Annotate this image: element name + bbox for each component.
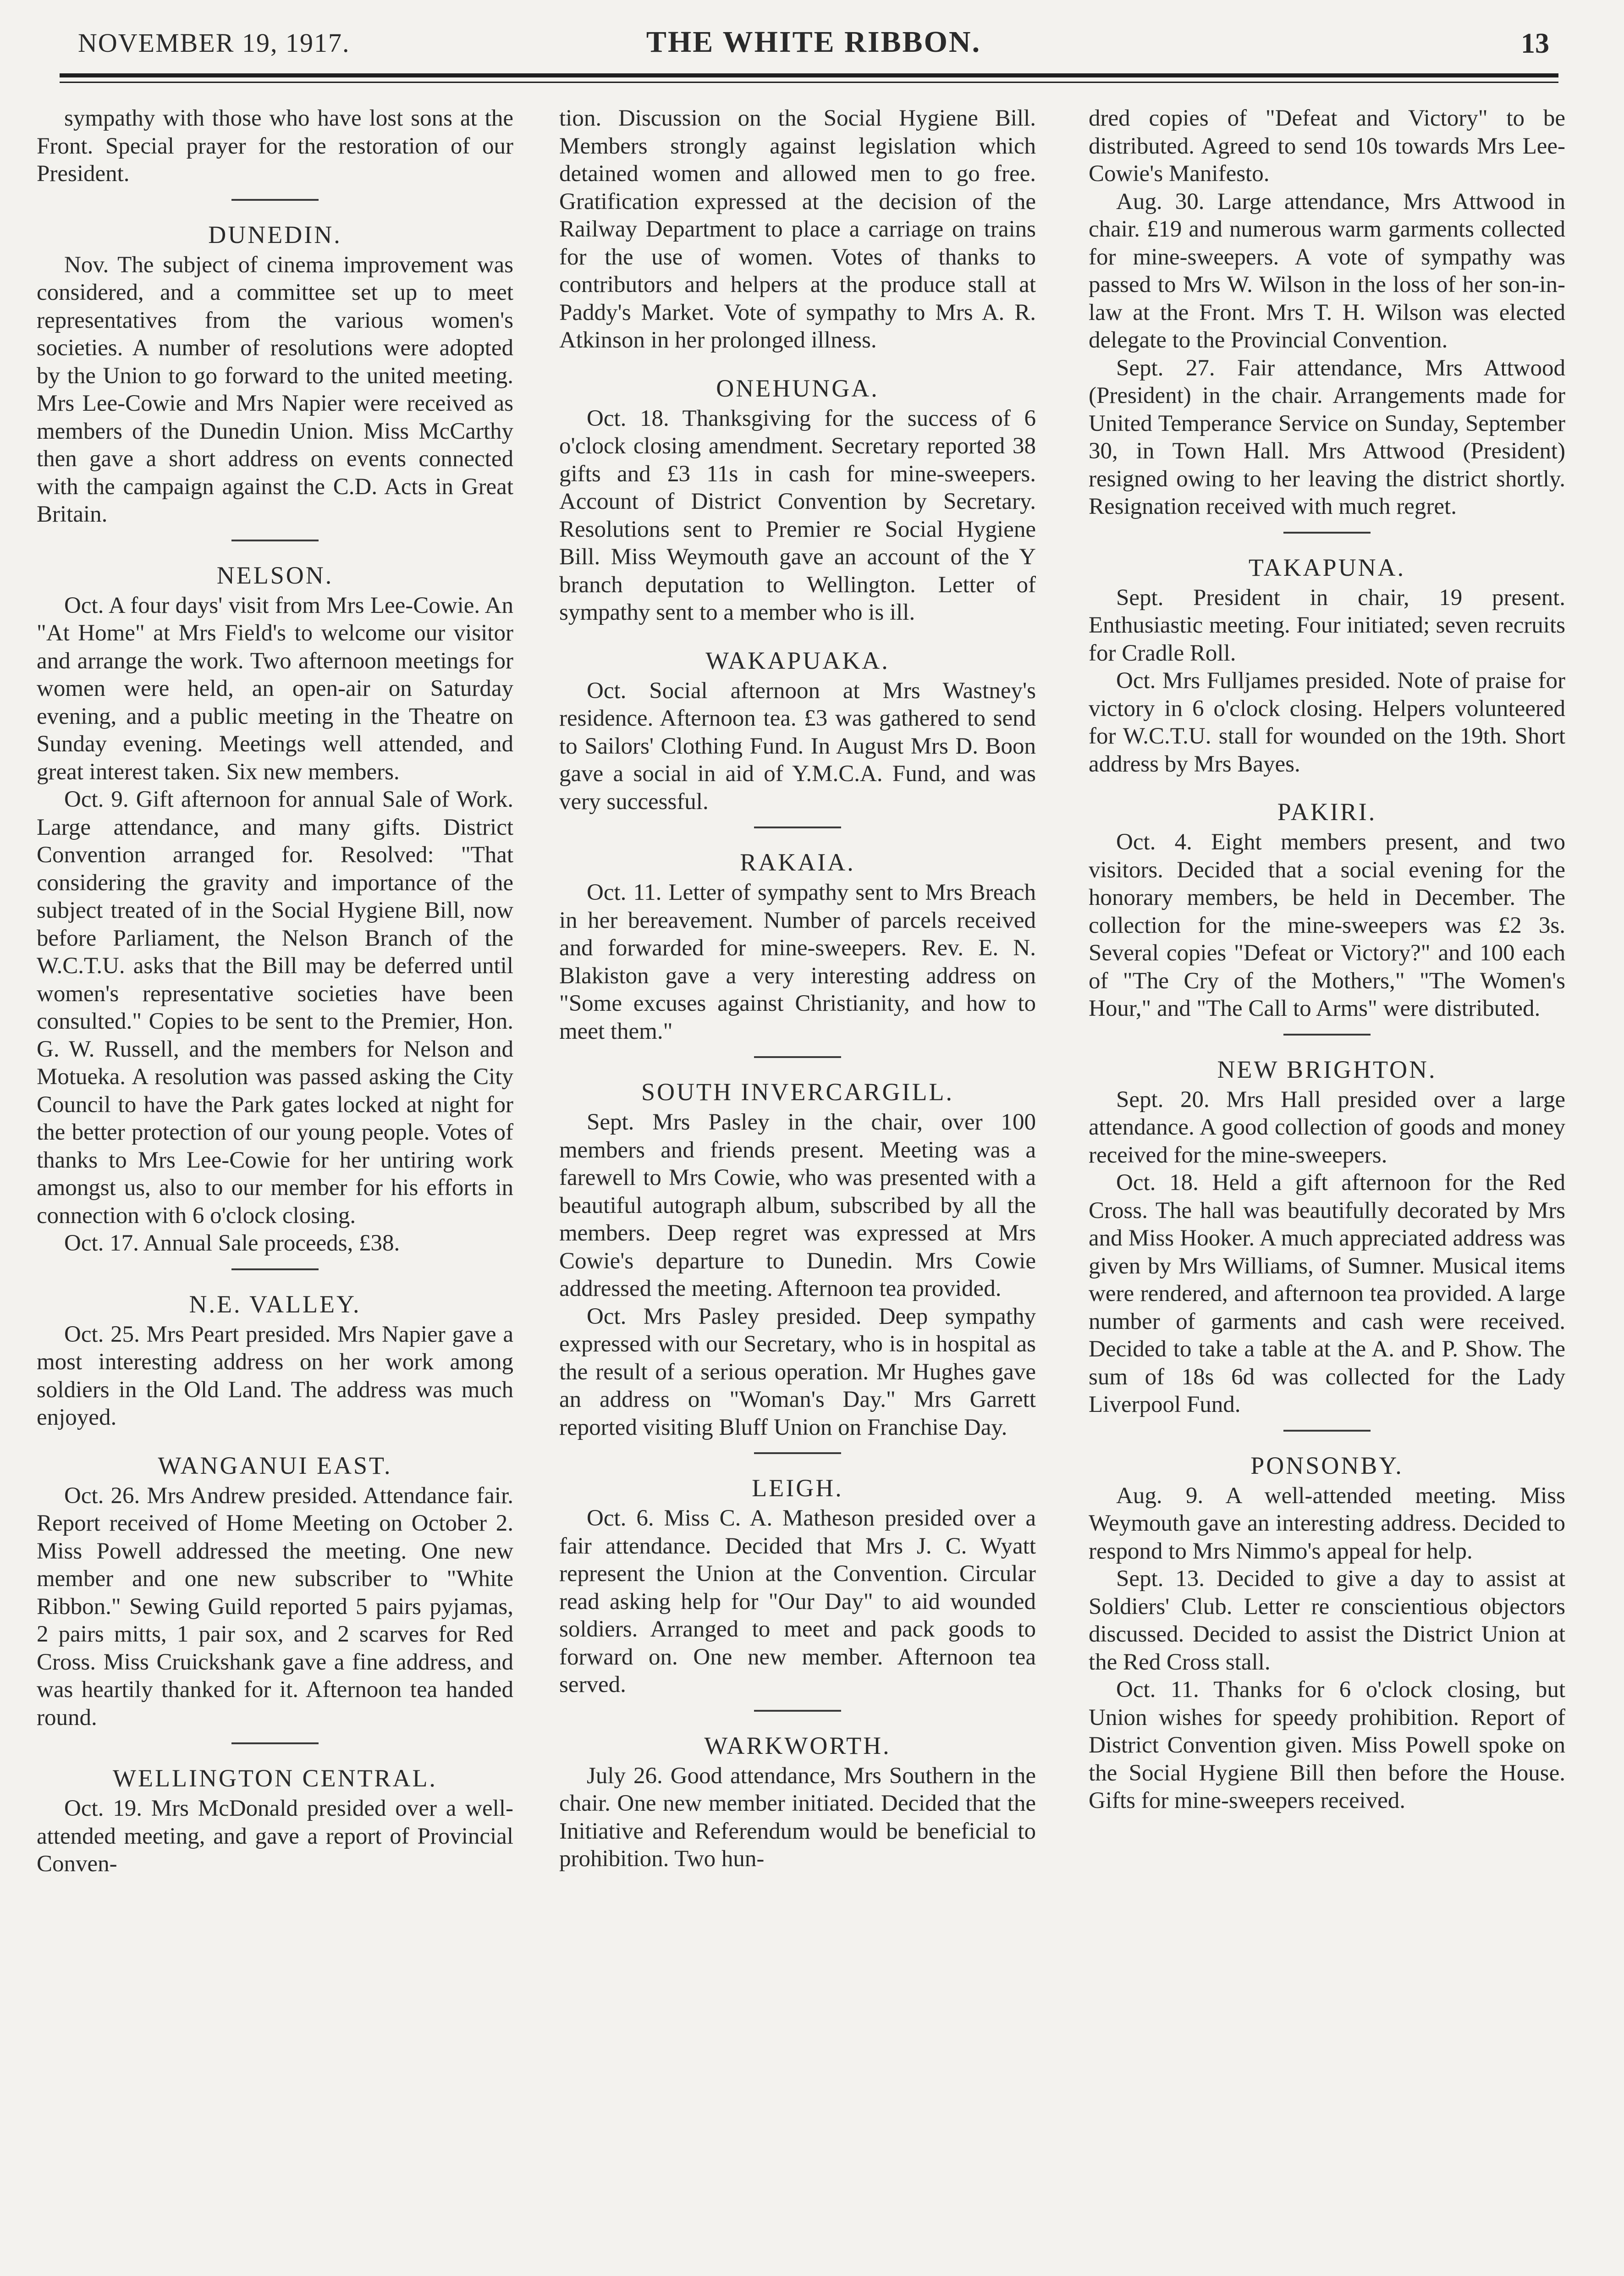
report-paragraph: Oct. Mrs Pasley presided. Deep sympathy expressed with our Secretary, who is in hospital as the result of a serious operation. Mr Hughes gave an address on "Woman's Day." Mrs Garrett reported visiting Bluff Union on Franchise Day. [559, 1303, 1036, 1440]
report-paragraph: tion. Discussion on the Social Hygiene Bill. Members strongly against legislation which detained women and allowed men to go free. Gratification expressed at the decision of the Railway Department to place a carriage on trains for the use of women. Votes of thanks to contributors and helpers at the produce stall at Paddy's Market. Vote of sympathy to Mrs A. R. Atkinson in her prolonged illness. [559, 105, 1036, 353]
section-divider [754, 1452, 841, 1454]
branch-heading: PAKIRI. [1277, 798, 1377, 826]
column-2 [559, 105, 1036, 1873]
report-paragraph: Oct. 4. Eight members present, and two visitors. Decided that a social evening for the honorary members, be held in December. The collection for the mine-sweepers was £2 3s. Several copies "Defeat or Victory?" and 100 each of "The Cry of the Mothers," "The Women's Hour," and "The Call to Arms" were distributed. [1089, 829, 1565, 1021]
column-1 [37, 105, 513, 1878]
report-paragraph: Sept. 27. Fair attendance, Mrs Attwood (President) in the chair. Arrangements made for United Temperance Service on Sunday, September 30, in Town Hall. Mrs Attwood (President) resigned owing to her leaving the district shortly. Resignation received with much regret. [1089, 355, 1565, 519]
section-divider [231, 1268, 319, 1270]
report-paragraph: Oct. 25. Mrs Peart presided. Mrs Napier gave a most interesting address on her work among soldiers in the Old Land. The address was much enjoyed. [37, 1321, 513, 1430]
branch-heading: SOUTH INVERCARGILL. [641, 1078, 954, 1106]
report-paragraph: sympathy with those who have lost sons at the Front. Special prayer for the restoration of our President. [37, 105, 513, 187]
section-divider [231, 199, 319, 201]
report-paragraph: Oct. Mrs Fulljames presided. Note of praise for victory in 6 o'clock closing. Helpers volunteered for W.C.T.U. stall for wounded on the 19th. Short address by Mrs Bayes. [1089, 668, 1565, 777]
page-number: 13 [1521, 28, 1549, 59]
report-paragraph: Oct. 6. Miss C. A. Matheson presided over a fair attendance. Decided that Mrs J. C. Wyatt represent the Union at the Convention. Circular read asking help for "Our Day" to aid wounded soldiers. Arranged to meet and pack goods to forward on. One new member. Afternoon tea served. [559, 1505, 1036, 1697]
section-divider [754, 1710, 841, 1712]
report-paragraph: Oct. 18. Thanksgiving for the success of 6 o'clock closing amendment. Secretary reported 38 gifts and £3 11s in cash for mine-sweepers. Account of District Convention by Secretary. Resolutions sent to Premier re Social Hygiene Bill. Miss Weymouth gave an account of the Y branch deputation to Wellington. Letter of sympathy sent to a member who is ill. [559, 405, 1036, 625]
report-paragraph: dred copies of "Defeat and Victory" to be distributed. Agreed to send 10s towards Mrs Lee-Cowie's Manifesto. [1089, 105, 1565, 187]
report-paragraph: Oct. 26. Mrs Andrew presided. Attendance fair. Report received of Home Meeting on October 2. Miss Powell addressed the meeting. One new member and one new subscriber to "White Ribbon." Sewing Guild reported 5 pairs pyjamas, 2 pairs mitts, 1 pair sox, and 2 scarves for Red Cross. Miss Cruickshank gave a fine address, and was heartily thanked for it. Afternoon tea handed round. [37, 1482, 513, 1730]
section-divider [1283, 532, 1371, 534]
branch-heading: NEW BRIGHTON. [1217, 1055, 1437, 1083]
branch-heading: LEIGH. [752, 1474, 843, 1502]
column-3 [1089, 105, 1565, 1815]
report-paragraph: Sept. President in chair, 19 present. Enthusiastic meeting. Four initiated; seven recruits for Cradle Roll. [1089, 584, 1565, 666]
report-paragraph: Aug. 30. Large attendance, Mrs Attwood in chair. £19 and numerous warm garments collected for mine-sweepers. A vote of sympathy was passed to Mrs W. Wilson in the loss of her son-in-law at the Front. Mrs T. H. Wilson was elected delegate to the Provincial Convention. [1089, 188, 1565, 353]
branch-heading: DUNEDIN. [208, 220, 342, 248]
report-paragraph: Oct. 9. Gift afternoon for annual Sale of Work. Large attendance, and many gifts. District Convention arranged for. Resolved: "That considering the gravity and importance of the subject treated of in the Social Hygiene Bill, now before Parliament, the Nelson Branch of the W.C.T.U. asks that the Bill may be deferred until women's representative societies have been consulted." Copies to be sent to the Premier, Hon. G. W. Russell, and the members for Nelson and Motueka. A resolution was passed asking the City Council to have the Park gates locked at night for the better protection of our young people. Votes of thanks to Mrs Lee-Cowie for her untiring work amongst us, also to our member for his efforts in connection with 6 o'clock closing. [37, 787, 513, 1229]
report-paragraph: Sept. 20. Mrs Hall presided over a large attendance. A good collection of goods and money received for the mine-sweepers. [1089, 1086, 1565, 1168]
report-paragraph: Oct. 11. Letter of sympathy sent to Mrs Breach in her bereavement. Number of parcels received and forwarded for mine-sweepers. Rev. E. N. Blakiston gave a very interesting address on "Some excuses against Christianity, and how to meet them." [559, 880, 1036, 1044]
branch-heading: ONEHUNGA. [716, 374, 879, 402]
report-paragraph: Aug. 9. A well-attended meeting. Miss Weymouth gave an interesting address. Decided to respond to Mrs Nimmo's appeal for help. [1089, 1482, 1565, 1564]
header-rule-thin [60, 82, 1558, 83]
branch-heading: N.E. VALLEY. [189, 1290, 361, 1318]
report-paragraph: Oct. 17. Annual Sale proceeds, £38. [64, 1230, 400, 1256]
report-paragraph: Oct. 18. Held a gift afternoon for the Red Cross. The hall was beautifully decorated by Mrs and Miss Hooker. A much appreciated address was given by Mrs Williams, of Sumner. Musical items were rendered, and afternoon tea provided. A large number of garments and cash were received. Decided to take a table at the A. and P. Show. The sum of 18s 6d was collected for the Lady Liverpool Fund. [1089, 1170, 1565, 1417]
report-paragraph: Oct. A four days' visit from Mrs Lee-Cowie. An "At Home" at Mrs Field's to welcome our visitor and arrange the work. Two afternoon meetings for women were held, an open-air on Saturday evening, and a public meeting in the Theatre on Sunday evening. Meetings well attended, and great interest taken. Six new members. [37, 592, 513, 785]
branch-heading: WELLINGTON CENTRAL. [113, 1764, 437, 1792]
branch-heading: RAKAIA. [740, 849, 855, 876]
section-divider [231, 1742, 319, 1744]
header-rule-thick [60, 73, 1558, 77]
branch-heading: WANGANUI EAST. [158, 1451, 392, 1479]
report-paragraph: Oct. Social afternoon at Mrs Wastney's residence. Afternoon tea. £3 was gathered to send to Sailors' Clothing Fund. In August Mrs D. Boon gave a social in aid of Y.M.C.A. Fund, and was very successful. [559, 678, 1036, 815]
section-divider [1283, 1034, 1371, 1036]
report-paragraph: Oct. 11. Thanks for 6 o'clock closing, but Union wishes for speedy prohibition. Report of District Convention given. Miss Powell spoke on the Social Hygiene Bill then before the House. Gifts for mine-sweepers received. [1089, 1677, 1565, 1813]
branch-heading: WARKWORTH. [704, 1731, 891, 1759]
page-header [78, 18, 1549, 69]
report-paragraph: Sept. 13. Decided to give a day to assist at Soldiers' Club. Letter re conscientious objectors discussed. Decided to assist the District Union at the Red Cross stall. [1089, 1566, 1565, 1675]
newspaper-title: THE WHITE RIBBON. [646, 25, 981, 59]
section-divider [754, 827, 841, 828]
branch-heading: TAKAPUNA. [1248, 553, 1406, 581]
report-paragraph: Nov. The subject of cinema improvement was considered, and a committee set up to meet representatives from the various women's societies. A number of resolutions were adopted by the Union to go forward to the united meeting. Mrs Lee-Cowie and Mrs Napier were received as members of the Dunedin Union. Miss McCarthy then gave a short address on events connected with the campaign against the C.D. Acts in Great Britain. [37, 252, 513, 527]
section-divider [754, 1056, 841, 1058]
report-paragraph: Oct. 19. Mrs McDonald presided over a well-attended meeting, and gave a report of Provincial Conven- [37, 1796, 513, 1877]
report-paragraph: July 26. Good attendance, Mrs Southern in the chair. One new member initiated. Decided that the Initiative and Referendum would be beneficial to prohibition. Two hun- [559, 1763, 1036, 1872]
issue-date: NOVEMBER 19, 1917. [78, 28, 350, 58]
branch-heading: WAKAPUAKA. [705, 646, 890, 674]
branch-heading: PONSONBY. [1250, 1451, 1404, 1479]
report-paragraph: Sept. Mrs Pasley in the chair, over 100 members and friends present. Meeting was a farewell to Mrs Cowie, who was presented with a beautiful autograph album, subscribed by all the members. Deep regret was expressed at Mrs Cowie's departure to Dunedin. Mrs Cowie addressed the meeting. Afternoon tea provided. [559, 1109, 1036, 1301]
section-divider [231, 540, 319, 541]
branch-heading: NELSON. [216, 561, 334, 589]
section-divider [1283, 1430, 1371, 1432]
